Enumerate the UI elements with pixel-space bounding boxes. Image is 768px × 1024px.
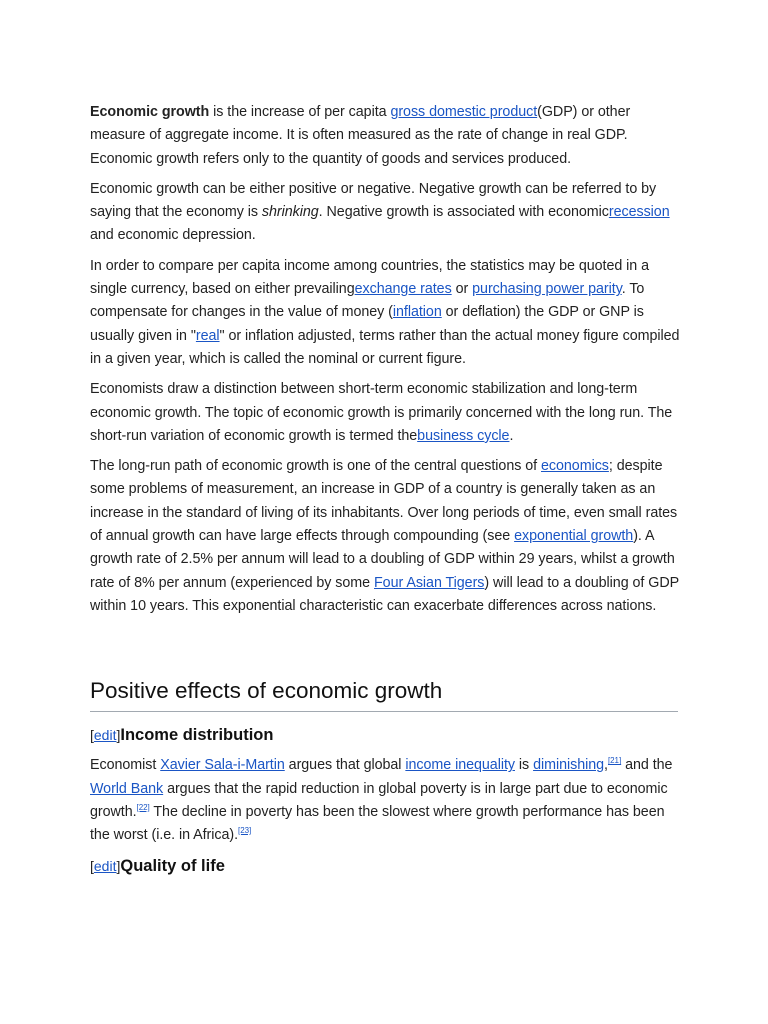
link-economics[interactable]: economics bbox=[541, 458, 609, 475]
reference-22[interactable]: [22] bbox=[136, 803, 150, 813]
link-recession[interactable]: recession bbox=[608, 204, 670, 221]
text-run: . To compensate for changes in the value of money ( bbox=[90, 281, 645, 321]
link-inflation[interactable]: inflation bbox=[392, 304, 442, 321]
edit-link-income[interactable]: edit bbox=[93, 727, 117, 744]
subheading-label: Income distribution bbox=[120, 726, 274, 745]
edit-bracket-close: ] bbox=[116, 727, 121, 744]
text-run: In order to compare per capita income among countries, the statistics may be quoted in a single currency, based on either prevailing bbox=[90, 257, 650, 298]
link-income-inequality[interactable]: income inequality bbox=[405, 757, 515, 774]
intro-paragraph-3 bbox=[90, 255, 680, 371]
text-run: ; despite some problems of measurement, an increase in GDP of a country is generally taken as an increase in the standard of living of its inhabitants. Over long periods of time, even small rates of annual growth can have large effects through compounding (see bbox=[90, 458, 678, 545]
link-business-cycle[interactable]: business cycle bbox=[417, 427, 510, 444]
link-gdp[interactable]: gross domestic product bbox=[390, 104, 538, 120]
term-bold: Economic growth bbox=[90, 104, 210, 120]
intro-paragraph-1 bbox=[90, 101, 680, 171]
text-run: . bbox=[509, 427, 514, 444]
intro-paragraph-2 bbox=[90, 178, 680, 248]
text-run: , bbox=[604, 757, 608, 774]
text-run: is bbox=[514, 757, 534, 774]
edit-bracket-open: [ bbox=[90, 858, 94, 875]
intro-paragraph-4 bbox=[90, 378, 680, 448]
text-run: ). A growth rate of 2.5% per annum will lead to a doubling of GDP within 29 years, whilst a growth rate of 8% per annum (experienced by some bbox=[90, 528, 675, 591]
edit-link-quality[interactable]: edit bbox=[93, 858, 117, 875]
text-run: The decline in poverty has been the slowest where growth performance has been the worst (i.e. in Africa). bbox=[90, 803, 665, 844]
section-title: Positive effects of economic growth bbox=[90, 676, 678, 712]
link-purchasing-power-parity[interactable]: purchasing power parity bbox=[472, 281, 622, 298]
edit-bracket-close: ] bbox=[116, 858, 121, 875]
text-run: or deflation) the GDP or GNP is usually given in " bbox=[90, 304, 644, 344]
link-exponential-growth[interactable]: exponential growth bbox=[514, 528, 634, 545]
subheading-label: Quality of life bbox=[120, 857, 225, 876]
text-run: . Negative growth is associated with economic bbox=[318, 204, 609, 221]
link-world-bank[interactable]: World Bank bbox=[90, 780, 164, 797]
text-run: argues that the rapid reduction in global poverty is in large part due to economic growth. bbox=[90, 780, 668, 820]
text-run: is the increase of per capita bbox=[209, 104, 391, 120]
text-run: Economist bbox=[90, 757, 161, 774]
text-run: and the bbox=[621, 757, 673, 774]
text-run: argues that global bbox=[284, 757, 406, 774]
text-run: (GDP) or other measure of aggregate income. It is often measured as the rate of change in real GDP. Economic growth refers only to the quantity of goods and services produced. bbox=[90, 104, 631, 167]
text-run: " or inflation adjusted, terms rather than the actual money figure compiled in a given year, which is called the nominal or current figure. bbox=[90, 327, 680, 367]
text-run: and economic depression. bbox=[90, 227, 256, 244]
reference-23[interactable]: [23] bbox=[238, 826, 252, 836]
text-run: ) will lead to a doubling of GDP within 10 years. This exponential characteristic can exacerbate differences across nations. bbox=[90, 574, 679, 614]
subheading-income-distribution bbox=[90, 723, 680, 747]
article-body bbox=[90, 101, 680, 885]
intro-paragraph-5 bbox=[90, 455, 680, 618]
italic-term: shrinking bbox=[261, 204, 319, 221]
text-run: Economists draw a distinction between short-term economic stabilization and long-term economic growth. The topic of economic growth is primarily concerned with the long run. The short-run variation of economic growth is termed the bbox=[90, 381, 673, 444]
text-run: or bbox=[451, 281, 473, 298]
text-run: The long-run path of economic growth is one of the central questions of bbox=[90, 458, 541, 475]
subheading-quality-of-life bbox=[90, 854, 680, 878]
link-diminishing[interactable]: diminishing bbox=[533, 757, 605, 774]
link-four-asian-tigers[interactable]: Four Asian Tigers bbox=[374, 574, 485, 591]
link-xavier-sala-i-martin[interactable]: Xavier Sala-i-Martin bbox=[160, 757, 285, 774]
link-real[interactable]: real bbox=[195, 327, 220, 344]
text-run: Economic growth can be either positive or negative. Negative growth can be referred to by saying that the economy is bbox=[90, 180, 657, 221]
reference-21[interactable]: [21] bbox=[607, 756, 622, 766]
link-exchange-rates[interactable]: exchange rates bbox=[354, 281, 452, 298]
edit-bracket-open: [ bbox=[90, 727, 94, 744]
income-paragraph bbox=[90, 754, 680, 847]
